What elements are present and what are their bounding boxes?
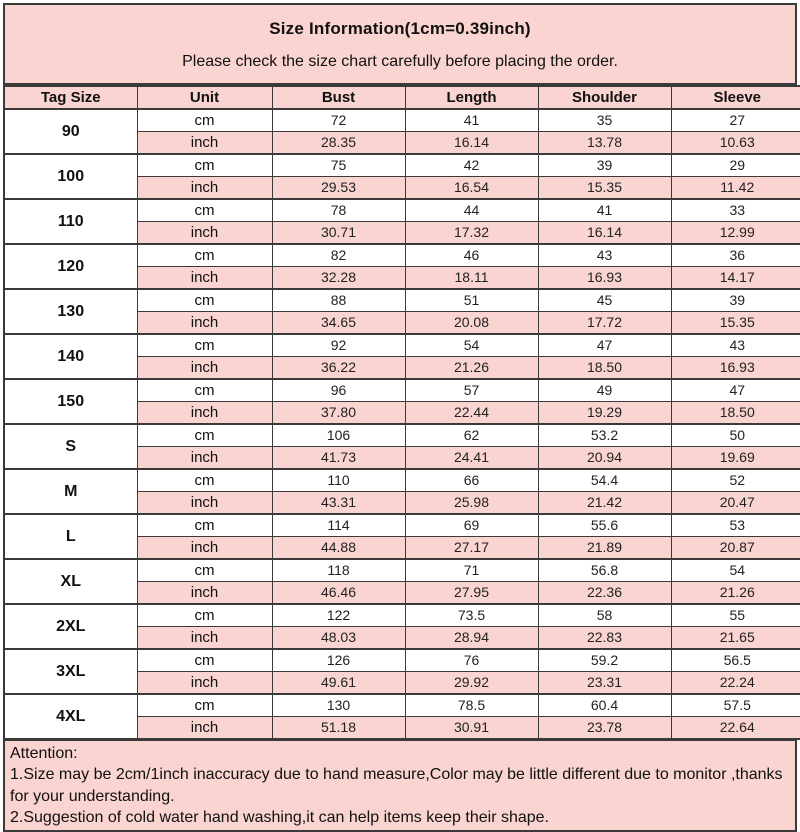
- measurement-cell: 88: [272, 289, 405, 312]
- attention-note: [3, 740, 797, 832]
- unit-cell: inch: [137, 447, 272, 470]
- measurement-cell: 30.71: [272, 222, 405, 245]
- table-header-row: [4, 86, 800, 109]
- table-row: [4, 694, 800, 717]
- measurement-cell: 22.24: [671, 672, 800, 695]
- measurement-cell: 47: [671, 379, 800, 402]
- measurement-cell: 19.69: [671, 447, 800, 470]
- measurement-cell: 12.99: [671, 222, 800, 245]
- measurement-cell: 27.95: [405, 582, 538, 605]
- measurement-cell: 10.63: [671, 132, 800, 155]
- measurement-cell: 20.08: [405, 312, 538, 335]
- tag-size-cell: XL: [4, 559, 137, 604]
- measurement-cell: 42: [405, 154, 538, 177]
- unit-cell: cm: [137, 334, 272, 357]
- measurement-cell: 51: [405, 289, 538, 312]
- unit-cell: cm: [137, 514, 272, 537]
- measurement-cell: 69: [405, 514, 538, 537]
- measurement-cell: 54: [405, 334, 538, 357]
- tag-size-cell: L: [4, 514, 137, 559]
- table-row: [4, 559, 800, 582]
- tag-size-cell: 4XL: [4, 694, 137, 739]
- attention-heading: Attention:: [10, 745, 78, 762]
- measurement-cell: 28.94: [405, 627, 538, 650]
- unit-cell: cm: [137, 424, 272, 447]
- measurement-cell: 96: [272, 379, 405, 402]
- measurement-cell: 15.35: [671, 312, 800, 335]
- measurement-cell: 37.80: [272, 402, 405, 425]
- column-header-tag-size: Tag Size: [4, 86, 137, 109]
- size-info-subtitle: Please check the size chart carefully before placing the order.: [182, 53, 618, 70]
- tag-size-cell: S: [4, 424, 137, 469]
- table-row: [4, 424, 800, 447]
- measurement-cell: 72: [272, 109, 405, 132]
- measurement-cell: 44: [405, 199, 538, 222]
- table-row: [4, 109, 800, 132]
- unit-cell: cm: [137, 154, 272, 177]
- measurement-cell: 53: [671, 514, 800, 537]
- attention-line-2: 2.Suggestion of cold water hand washing,it can help items keep their shape.: [10, 808, 549, 826]
- tag-size-cell: 140: [4, 334, 137, 379]
- measurement-cell: 32.28: [272, 267, 405, 290]
- measurement-cell: 11.42: [671, 177, 800, 200]
- table-row: [4, 604, 800, 627]
- measurement-cell: 78: [272, 199, 405, 222]
- measurement-cell: 30.91: [405, 717, 538, 740]
- measurement-cell: 118: [272, 559, 405, 582]
- measurement-cell: 35: [538, 109, 671, 132]
- measurement-cell: 39: [538, 154, 671, 177]
- measurement-cell: 57: [405, 379, 538, 402]
- unit-cell: cm: [137, 649, 272, 672]
- table-row: [4, 649, 800, 672]
- measurement-cell: 54: [671, 559, 800, 582]
- measurement-cell: 36: [671, 244, 800, 267]
- unit-cell: inch: [137, 357, 272, 380]
- measurement-cell: 126: [272, 649, 405, 672]
- unit-cell: cm: [137, 244, 272, 267]
- measurement-cell: 46.46: [272, 582, 405, 605]
- measurement-cell: 21.65: [671, 627, 800, 650]
- measurement-cell: 48.03: [272, 627, 405, 650]
- measurement-cell: 55.6: [538, 514, 671, 537]
- measurement-cell: 51.18: [272, 717, 405, 740]
- measurement-cell: 20.94: [538, 447, 671, 470]
- measurement-cell: 49: [538, 379, 671, 402]
- measurement-cell: 27: [671, 109, 800, 132]
- measurement-cell: 54.4: [538, 469, 671, 492]
- attention-line-1: 1.Size may be 2cm/1inch inaccuracy due to hand measure,Color may be little different due to monitor ,thanks for your understanding.: [10, 766, 783, 805]
- unit-cell: inch: [137, 717, 272, 740]
- measurement-cell: 17.72: [538, 312, 671, 335]
- unit-cell: inch: [137, 492, 272, 515]
- measurement-cell: 52: [671, 469, 800, 492]
- table-row: [4, 469, 800, 492]
- size-info-header: [3, 3, 797, 85]
- measurement-cell: 44.88: [272, 537, 405, 560]
- measurement-cell: 28.35: [272, 132, 405, 155]
- measurement-cell: 19.29: [538, 402, 671, 425]
- column-header-shoulder: Shoulder: [538, 86, 671, 109]
- measurement-cell: 25.98: [405, 492, 538, 515]
- measurement-cell: 71: [405, 559, 538, 582]
- column-header-sleeve: Sleeve: [671, 86, 800, 109]
- measurement-cell: 17.32: [405, 222, 538, 245]
- measurement-cell: 20.87: [671, 537, 800, 560]
- measurement-cell: 60.4: [538, 694, 671, 717]
- measurement-cell: 59.2: [538, 649, 671, 672]
- measurement-cell: 45: [538, 289, 671, 312]
- unit-cell: inch: [137, 627, 272, 650]
- measurement-cell: 110: [272, 469, 405, 492]
- measurement-cell: 66: [405, 469, 538, 492]
- measurement-cell: 43: [538, 244, 671, 267]
- tag-size-cell: 150: [4, 379, 137, 424]
- measurement-cell: 58: [538, 604, 671, 627]
- measurement-cell: 55: [671, 604, 800, 627]
- measurement-cell: 41: [405, 109, 538, 132]
- column-header-bust: Bust: [272, 86, 405, 109]
- unit-cell: inch: [137, 267, 272, 290]
- tag-size-cell: 130: [4, 289, 137, 334]
- measurement-cell: 56.5: [671, 649, 800, 672]
- measurement-cell: 53.2: [538, 424, 671, 447]
- tag-size-cell: M: [4, 469, 137, 514]
- table-row: [4, 199, 800, 222]
- unit-cell: cm: [137, 469, 272, 492]
- measurement-cell: 39: [671, 289, 800, 312]
- column-header-unit: Unit: [137, 86, 272, 109]
- measurement-cell: 47: [538, 334, 671, 357]
- measurement-cell: 18.50: [538, 357, 671, 380]
- measurement-cell: 43.31: [272, 492, 405, 515]
- measurement-cell: 18.11: [405, 267, 538, 290]
- measurement-cell: 57.5: [671, 694, 800, 717]
- measurement-cell: 27.17: [405, 537, 538, 560]
- measurement-cell: 29.92: [405, 672, 538, 695]
- size-info-title: Size Information(1cm=0.39inch): [269, 19, 531, 38]
- column-header-length: Length: [405, 86, 538, 109]
- measurement-cell: 15.35: [538, 177, 671, 200]
- unit-cell: cm: [137, 199, 272, 222]
- unit-cell: inch: [137, 222, 272, 245]
- unit-cell: cm: [137, 694, 272, 717]
- unit-cell: inch: [137, 537, 272, 560]
- measurement-cell: 36.22: [272, 357, 405, 380]
- tag-size-cell: 2XL: [4, 604, 137, 649]
- measurement-cell: 13.78: [538, 132, 671, 155]
- tag-size-cell: 90: [4, 109, 137, 154]
- measurement-cell: 21.42: [538, 492, 671, 515]
- unit-cell: inch: [137, 177, 272, 200]
- unit-cell: cm: [137, 379, 272, 402]
- measurement-cell: 22.44: [405, 402, 538, 425]
- measurement-cell: 49.61: [272, 672, 405, 695]
- measurement-cell: 22.36: [538, 582, 671, 605]
- measurement-cell: 106: [272, 424, 405, 447]
- measurement-cell: 75: [272, 154, 405, 177]
- measurement-cell: 33: [671, 199, 800, 222]
- measurement-cell: 122: [272, 604, 405, 627]
- measurement-cell: 43: [671, 334, 800, 357]
- measurement-cell: 22.83: [538, 627, 671, 650]
- measurement-cell: 73.5: [405, 604, 538, 627]
- tag-size-cell: 120: [4, 244, 137, 289]
- measurement-cell: 82: [272, 244, 405, 267]
- measurement-cell: 29.53: [272, 177, 405, 200]
- measurement-cell: 24.41: [405, 447, 538, 470]
- unit-cell: inch: [137, 582, 272, 605]
- measurement-cell: 34.65: [272, 312, 405, 335]
- tag-size-cell: 100: [4, 154, 137, 199]
- measurement-cell: 114: [272, 514, 405, 537]
- unit-cell: cm: [137, 559, 272, 582]
- measurement-cell: 29: [671, 154, 800, 177]
- tag-size-cell: 110: [4, 199, 137, 244]
- tag-size-cell: 3XL: [4, 649, 137, 694]
- measurement-cell: 23.31: [538, 672, 671, 695]
- measurement-cell: 20.47: [671, 492, 800, 515]
- measurement-cell: 16.93: [671, 357, 800, 380]
- measurement-cell: 41.73: [272, 447, 405, 470]
- measurement-cell: 92: [272, 334, 405, 357]
- measurement-cell: 22.64: [671, 717, 800, 740]
- measurement-cell: 130: [272, 694, 405, 717]
- measurement-cell: 62: [405, 424, 538, 447]
- table-row: [4, 334, 800, 357]
- unit-cell: inch: [137, 132, 272, 155]
- unit-cell: inch: [137, 402, 272, 425]
- measurement-cell: 14.17: [671, 267, 800, 290]
- size-table: [3, 85, 800, 740]
- measurement-cell: 56.8: [538, 559, 671, 582]
- measurement-cell: 16.54: [405, 177, 538, 200]
- measurement-cell: 21.89: [538, 537, 671, 560]
- measurement-cell: 21.26: [405, 357, 538, 380]
- measurement-cell: 16.14: [405, 132, 538, 155]
- unit-cell: cm: [137, 109, 272, 132]
- measurement-cell: 46: [405, 244, 538, 267]
- table-row: [4, 154, 800, 177]
- unit-cell: cm: [137, 289, 272, 312]
- table-row: [4, 289, 800, 312]
- measurement-cell: 41: [538, 199, 671, 222]
- table-row: [4, 379, 800, 402]
- unit-cell: cm: [137, 604, 272, 627]
- measurement-cell: 16.14: [538, 222, 671, 245]
- measurement-cell: 18.50: [671, 402, 800, 425]
- measurement-cell: 16.93: [538, 267, 671, 290]
- measurement-cell: 78.5: [405, 694, 538, 717]
- measurement-cell: 23.78: [538, 717, 671, 740]
- table-row: [4, 244, 800, 267]
- table-row: [4, 514, 800, 537]
- measurement-cell: 50: [671, 424, 800, 447]
- unit-cell: inch: [137, 672, 272, 695]
- measurement-cell: 76: [405, 649, 538, 672]
- measurement-cell: 21.26: [671, 582, 800, 605]
- unit-cell: inch: [137, 312, 272, 335]
